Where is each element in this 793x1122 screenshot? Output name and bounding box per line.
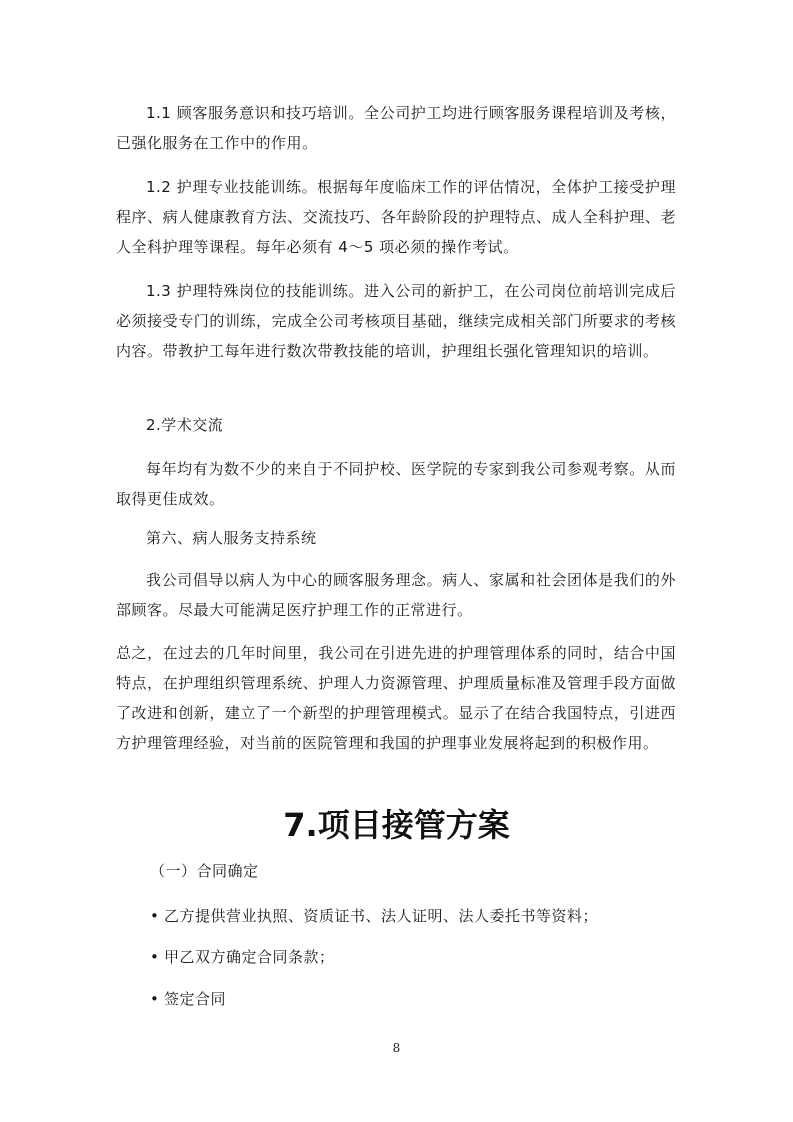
paragraph-academic-exchange: 2.学术交流: [146, 416, 224, 434]
section-heading: 7.项目接管方案: [283, 806, 510, 844]
paragraph-conclusion: 总之，在过去的几年时间里，我公司在引进先进的护理管理体系的同时，结合中国特点，在护理组织管理系统、护理人力资源管理、护理质量标准及管理手段方面做了改进和创新，建立了一个新型的护理管理模式。显示了在结合我国特点，引进西方护理管理经验，对当前的医院管理和我国的护理事业发展将起到的积极作用。: [116, 644, 676, 752]
bullet-icon: •: [150, 907, 160, 925]
paragraph-1-3: 1.3 护理特殊岗位的技能训练。进入公司的新护工，在公司岗位前培训完成后必须接受专门的训练，完成全公司考核项目基础，继续完成相关部门所要求的考核内容。带教护工每年进行数次带教技能的培训，护理组长强化管理知识的培训。: [116, 282, 676, 360]
paragraph-academic-detail: 每年均有为数不少的来自于不同护校、医学院的专家到我公司参观考察。从而取得更佳成效。: [116, 460, 676, 508]
paragraph-section-six: 第六、病人服务支持系统: [146, 529, 317, 547]
list-item: [150, 904, 598, 928]
list-item: [150, 945, 335, 969]
subsection-title: （一）合同确定: [150, 862, 259, 880]
list-item-text: 甲乙双方确定合同条款；: [164, 948, 335, 966]
list-item-text: 乙方提供营业执照、资质证书、法人证明、法人委托书等资料；: [164, 907, 599, 925]
bullet-icon: •: [150, 990, 160, 1008]
page-number: 8: [392, 1041, 401, 1055]
paragraph-1-1: 1.1 顾客服务意识和技巧培训。全公司护工均进行顾客服务课程培训及考核，已强化服务在工作中的作用。: [116, 104, 676, 152]
paragraph-patient-service: 我公司倡导以病人为中心的顾客服务理念。病人、家属和社会团体是我们的外部顾客。尽最大可能满足医疗护理工作的正常进行。: [116, 571, 676, 619]
list-item-text: 签定合同: [164, 990, 227, 1008]
list-item: [150, 987, 226, 1011]
bullet-icon: •: [150, 948, 160, 966]
paragraph-1-2: 1.2 护理专业技能训练。根据每年度临床工作的评估情况，全体护工接受护理程序、病人健康教育方法、交流技巧、各年龄阶段的护理特点、成人全科护理、老人全科护理等课程。每年必须有 4～5 项必须的操作考试。: [116, 178, 676, 256]
